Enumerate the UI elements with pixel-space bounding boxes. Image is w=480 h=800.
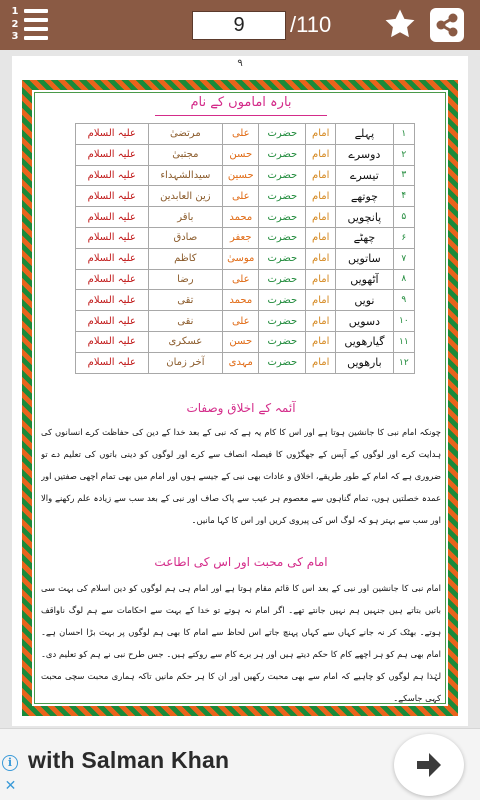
- table-cell-first: جعفر: [223, 227, 259, 248]
- table-cell-ord: پہلے: [336, 124, 394, 145]
- table-cell-title: آخر زمان: [148, 352, 223, 373]
- star-icon: [383, 7, 417, 41]
- table-title: بارہ اماموں کے نام: [190, 95, 292, 110]
- table-cell-imam: امام: [306, 290, 336, 311]
- chapter-menu-button[interactable]: [8, 6, 52, 44]
- table-cell-salam: علیہ السلام: [76, 269, 149, 290]
- table-cell-num: ۱۲: [393, 352, 414, 373]
- table-cell-num: ۵: [393, 207, 414, 228]
- table-row: [76, 331, 415, 352]
- arrow-right-icon: [394, 734, 464, 796]
- page-number-label: ۹: [237, 58, 243, 69]
- table-cell-first: علی: [223, 269, 259, 290]
- section-heading-morals: آئمہ کے اخلاق وصفات: [186, 401, 296, 415]
- table-cell-salam: علیہ السلام: [76, 207, 149, 228]
- table-cell-title: تقی: [148, 290, 223, 311]
- table-cell-ord: نویں: [336, 290, 394, 311]
- table-cell-first: حسن: [223, 331, 259, 352]
- table-cell-hazrat: حضرت: [259, 269, 306, 290]
- table-cell-hazrat: حضرت: [259, 186, 306, 207]
- table-cell-hazrat: حضرت: [259, 331, 306, 352]
- table-cell-ord: آٹھویں: [336, 269, 394, 290]
- table-cell-imam: امام: [306, 227, 336, 248]
- table-cell-salam: علیہ السلام: [76, 165, 149, 186]
- table-cell-num: ۷: [393, 248, 414, 269]
- table-cell-ord: گیارھویں: [336, 331, 394, 352]
- page-viewer[interactable]: [0, 50, 480, 728]
- table-row: [76, 144, 415, 165]
- table-cell-title: مرتضیٰ: [148, 124, 223, 145]
- table-cell-num: ۱۱: [393, 331, 414, 352]
- table-cell-title: کاظم: [148, 248, 223, 269]
- book-page: [12, 56, 468, 726]
- table-cell-hazrat: حضرت: [259, 165, 306, 186]
- table-cell-first: موسیٰ: [223, 248, 259, 269]
- table-cell-imam: امام: [306, 311, 336, 332]
- table-cell-ord: چھٹے: [336, 227, 394, 248]
- table-cell-imam: امام: [306, 248, 336, 269]
- table-cell-hazrat: حضرت: [259, 352, 306, 373]
- table-row: [76, 290, 415, 311]
- table-cell-hazrat: حضرت: [259, 207, 306, 228]
- table-cell-imam: امام: [306, 352, 336, 373]
- table-cell-hazrat: حضرت: [259, 290, 306, 311]
- table-cell-first: مہدی: [223, 352, 259, 373]
- close-icon[interactable]: ✕: [4, 778, 17, 794]
- table-cell-imam: امام: [306, 331, 336, 352]
- section-heading-obedience: امام کی محبت اور اس کی اطاعت: [154, 555, 328, 569]
- table-row: [76, 269, 415, 290]
- table-cell-imam: امام: [306, 207, 336, 228]
- table-cell-hazrat: حضرت: [259, 311, 306, 332]
- table-cell-hazrat: حضرت: [259, 248, 306, 269]
- table-cell-num: ۱۰: [393, 311, 414, 332]
- table-cell-title: زین العابدین: [148, 186, 223, 207]
- table-cell-salam: علیہ السلام: [76, 331, 149, 352]
- app-toolbar: [0, 0, 480, 50]
- table-cell-first: علی: [223, 124, 259, 145]
- table-cell-first: محمد: [223, 290, 259, 311]
- table-cell-title: عسکری: [148, 331, 223, 352]
- table-row: [76, 311, 415, 332]
- table-cell-num: ۶: [393, 227, 414, 248]
- table-cell-ord: تیسرے: [336, 165, 394, 186]
- page-total-label: /110: [290, 12, 332, 37]
- table-cell-hazrat: حضرت: [259, 227, 306, 248]
- table-cell-imam: امام: [306, 144, 336, 165]
- table-cell-salam: علیہ السلام: [76, 248, 149, 269]
- table-cell-imam: امام: [306, 269, 336, 290]
- table-cell-num: ۸: [393, 269, 414, 290]
- table-cell-ord: ساتویں: [336, 248, 394, 269]
- table-row: [76, 165, 415, 186]
- table-cell-first: حسین: [223, 165, 259, 186]
- table-cell-title: باقر: [148, 207, 223, 228]
- paragraph-morals: چونکہ امام نبی کا جانشین ہوتا ہے اور اس کا کام یہ ہے کہ نبی کے بعد خدا کے دین کی حفاظت کرے انسانوں کی ہدایت کرے اور لوگوں کے آپس کے جھگڑوں کا فیصلہ انصاف سے کرے اور لوگوں کو دینی باتوں کی تعلیم دے تو ضروری ہے کہ امام کے طور طریقے، اخلاق و عادات بھی نبی کے جیسے ہوں اور امام میں بھی تمام اچھی صفتیں اور عمدہ خصلتیں ہوں، تمام گناہوں سے معصوم ہر عیب سے پاک صاف اور نبی کے بعد سب سے زیادہ علم رکھنے والا اور سب سے بہتر ہو کہ لوگ اس کی پیروی کریں اور اس کا کہا مانیں۔: [41, 427, 441, 525]
- table-row: [76, 186, 415, 207]
- imams-table: [75, 123, 415, 374]
- table-cell-salam: علیہ السلام: [76, 227, 149, 248]
- table-cell-salam: علیہ السلام: [76, 144, 149, 165]
- table-cell-num: ۱: [393, 124, 414, 145]
- table-cell-title: سیدالشہداء: [148, 165, 223, 186]
- table-cell-hazrat: حضرت: [259, 124, 306, 145]
- table-cell-ord: دوسرے: [336, 144, 394, 165]
- table-cell-ord: چوتھے: [336, 186, 394, 207]
- table-cell-salam: علیہ السلام: [76, 186, 149, 207]
- table-cell-imam: امام: [306, 186, 336, 207]
- table-row: [76, 248, 415, 269]
- table-cell-salam: علیہ السلام: [76, 124, 149, 145]
- table-cell-first: علی: [223, 186, 259, 207]
- title-underline: [155, 115, 327, 116]
- page-number-input[interactable]: 9: [192, 11, 286, 40]
- info-icon[interactable]: i: [2, 755, 18, 771]
- table-cell-first: محمد: [223, 207, 259, 228]
- table-cell-title: مجتبیٰ: [148, 144, 223, 165]
- table-cell-num: ۴: [393, 186, 414, 207]
- table-cell-hazrat: حضرت: [259, 144, 306, 165]
- paragraph-obedience: امام نبی کا جانشین اور نبی کے بعد اس کا قائم مقام ہوتا ہے اور امام ہی ہم لوگوں کو دین اسلام کی بہت سی باتیں بتاتے ہیں جنہیں ہم نہیں جانتے تھے۔ اگر امام نہ ہوتے تو خدا کے بہت سے احکامات سے ہم لوگ ناواقف ہوتے۔ بھٹک کر نہ جانے کہاں سے کہاں پہنچ جاتے اس لحاظ سے امام کا بھی ہم لوگوں پر بہت بڑا احسان ہے۔ امام بھی ہم کو ہر اچھے کام کا حکم دیتے ہیں اور ہر برے کام سے روکتے ہیں۔ جس طرح نبی نے ہم کو تعلیم دی۔ لہٰذا ہم لوگوں کو چاہیے کہ امام سے بھی محبت رکھیں اور ان کا ہر حکم مانیں تاکہ ہماری محبت سچی محبت کہی جاسکے۔: [41, 583, 441, 703]
- table-cell-ord: دسویں: [336, 311, 394, 332]
- table-cell-first: حسن: [223, 144, 259, 165]
- table-cell-salam: علیہ السلام: [76, 290, 149, 311]
- table-cell-salam: علیہ السلام: [76, 352, 149, 373]
- table-cell-ord: پانچویں: [336, 207, 394, 228]
- table-cell-first: علی: [223, 311, 259, 332]
- table-cell-imam: امام: [306, 124, 336, 145]
- table-cell-title: نقی: [148, 311, 223, 332]
- table-cell-ord: بارھویں: [336, 352, 394, 373]
- table-cell-num: ۲: [393, 144, 414, 165]
- decorative-border: [22, 80, 458, 716]
- table-cell-num: ۹: [393, 290, 414, 311]
- table-cell-title: صادق: [148, 227, 223, 248]
- share-button[interactable]: [430, 8, 464, 42]
- ad-headline[interactable]: with Salman Khan: [28, 747, 230, 773]
- table-row: [76, 124, 415, 145]
- table-row: [76, 352, 415, 373]
- table-cell-num: ۳: [393, 165, 414, 186]
- numbered-list-icon: 1 2 3: [11, 6, 19, 42]
- table-row: [76, 227, 415, 248]
- table-cell-imam: امام: [306, 165, 336, 186]
- bookmark-button[interactable]: [383, 7, 417, 41]
- table-cell-salam: علیہ السلام: [76, 311, 149, 332]
- share-icon: [430, 8, 464, 42]
- table-cell-title: رضا: [148, 269, 223, 290]
- table-row: [76, 207, 415, 228]
- ad-open-button[interactable]: [394, 734, 464, 796]
